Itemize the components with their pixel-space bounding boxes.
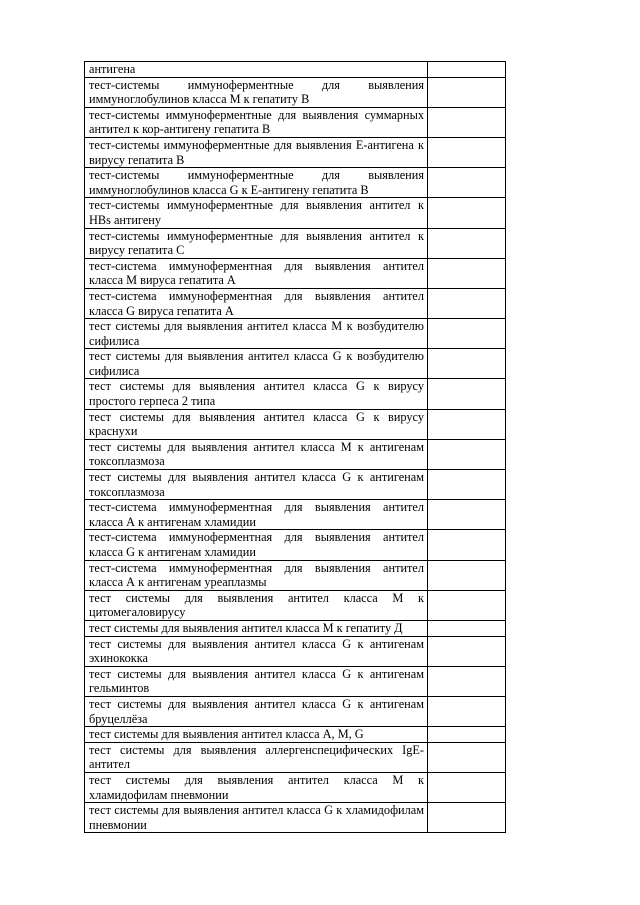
table-row	[85, 349, 506, 379]
value-cell	[428, 198, 506, 228]
table-row	[85, 500, 506, 530]
item-cell: тест системы для выявления антител класса М к антигенам токсоплазмоза	[85, 439, 428, 469]
value-cell	[428, 319, 506, 349]
value-cell	[428, 666, 506, 696]
value-cell	[428, 500, 506, 530]
table-row	[85, 62, 506, 78]
item-cell: тест системы для выявления антител класса А, М, G	[85, 727, 428, 743]
table-row	[85, 198, 506, 228]
value-cell	[428, 258, 506, 288]
value-cell	[428, 228, 506, 258]
value-cell	[428, 107, 506, 137]
table-row	[85, 560, 506, 590]
value-cell	[428, 636, 506, 666]
item-cell: тест системы для выявления антител класса М к гепатиту Д	[85, 620, 428, 636]
value-cell	[428, 742, 506, 772]
table-row	[85, 288, 506, 318]
item-cell: тест системы для выявления антител класса М к цитомегаловирусу	[85, 590, 428, 620]
item-cell: тест-система иммуноферментная для выявления антител класса А к антигенам уреаплазмы	[85, 560, 428, 590]
value-cell	[428, 560, 506, 590]
value-cell	[428, 620, 506, 636]
table-row	[85, 107, 506, 137]
table-row	[85, 168, 506, 198]
value-cell	[428, 77, 506, 107]
table-row	[85, 409, 506, 439]
table-row	[85, 319, 506, 349]
item-cell: тест-системы иммуноферментные для выявления иммуноглобулинов класса М к гепатиту В	[85, 77, 428, 107]
table-row	[85, 742, 506, 772]
table-row	[85, 379, 506, 409]
table-row	[85, 620, 506, 636]
table-row	[85, 590, 506, 620]
item-cell: тест системы для выявления антител класса G к антигенам эхинококка	[85, 636, 428, 666]
value-cell	[428, 470, 506, 500]
value-cell	[428, 288, 506, 318]
item-cell: тест системы для выявления антител класса G к вирусу простого герпеса 2 типа	[85, 379, 428, 409]
value-cell	[428, 439, 506, 469]
item-cell: тест системы для выявления антител класса М к возбудителю сифилиса	[85, 319, 428, 349]
item-cell: тест системы для выявления антител класса G к антигенам гельминтов	[85, 666, 428, 696]
value-cell	[428, 168, 506, 198]
item-cell: антигена	[85, 62, 428, 78]
item-cell: тест системы для выявления антител класса G к антигенам бруцеллёза	[85, 696, 428, 726]
item-cell: тест системы для выявления антител класса G к антигенам токсоплазмоза	[85, 470, 428, 500]
table-row	[85, 727, 506, 743]
table-row	[85, 77, 506, 107]
table-row	[85, 258, 506, 288]
item-cell: тест-системы иммуноферментные для выявления Е-антигена к вирусу гепатита В	[85, 137, 428, 167]
item-cell: тест-система иммуноферментная для выявления антител класса G вируса гепатита А	[85, 288, 428, 318]
item-cell: тест-системы иммуноферментные для выявления суммарных антител к кор-антигену гепатита В	[85, 107, 428, 137]
item-cell: тест системы для выявления антител класса М к хламидофилам пневмонии	[85, 772, 428, 802]
value-cell	[428, 137, 506, 167]
item-cell: тест-система иммуноферментная для выявления антител класса G к антигенам хламидии	[85, 530, 428, 560]
value-cell	[428, 590, 506, 620]
value-cell	[428, 349, 506, 379]
item-cell: тест системы для выявления антител класса G к вирусу краснухи	[85, 409, 428, 439]
table-row	[85, 803, 506, 833]
item-cell: тест системы для выявления антител класса G к возбудителю сифилиса	[85, 349, 428, 379]
item-cell: тест-системы иммуноферментные для выявления иммуноглобулинов класса G к Е-антигену гепатита В	[85, 168, 428, 198]
table-row	[85, 636, 506, 666]
reagents-table	[84, 61, 506, 833]
item-cell: тест-системы иммуноферментные для выявления антител к вирусу гепатита С	[85, 228, 428, 258]
item-cell: тест системы для выявления аллергенспецифических IgE-антител	[85, 742, 428, 772]
table-row	[85, 439, 506, 469]
table-row	[85, 228, 506, 258]
item-cell: тест-система иммуноферментная для выявления антител класса М вируса гепатита А	[85, 258, 428, 288]
table-row	[85, 696, 506, 726]
item-cell: тест системы для выявления антител класса G к хламидофилам пневмонии	[85, 803, 428, 833]
value-cell	[428, 803, 506, 833]
value-cell	[428, 727, 506, 743]
table-row	[85, 666, 506, 696]
table-row	[85, 470, 506, 500]
value-cell	[428, 530, 506, 560]
value-cell	[428, 379, 506, 409]
item-cell: тест-система иммуноферментная для выявления антител класса А к антигенам хламидии	[85, 500, 428, 530]
table-row	[85, 772, 506, 802]
table-row	[85, 137, 506, 167]
value-cell	[428, 62, 506, 78]
item-cell: тест-системы иммуноферментные для выявления антител к HBs антигену	[85, 198, 428, 228]
value-cell	[428, 696, 506, 726]
value-cell	[428, 772, 506, 802]
value-cell	[428, 409, 506, 439]
table-row	[85, 530, 506, 560]
